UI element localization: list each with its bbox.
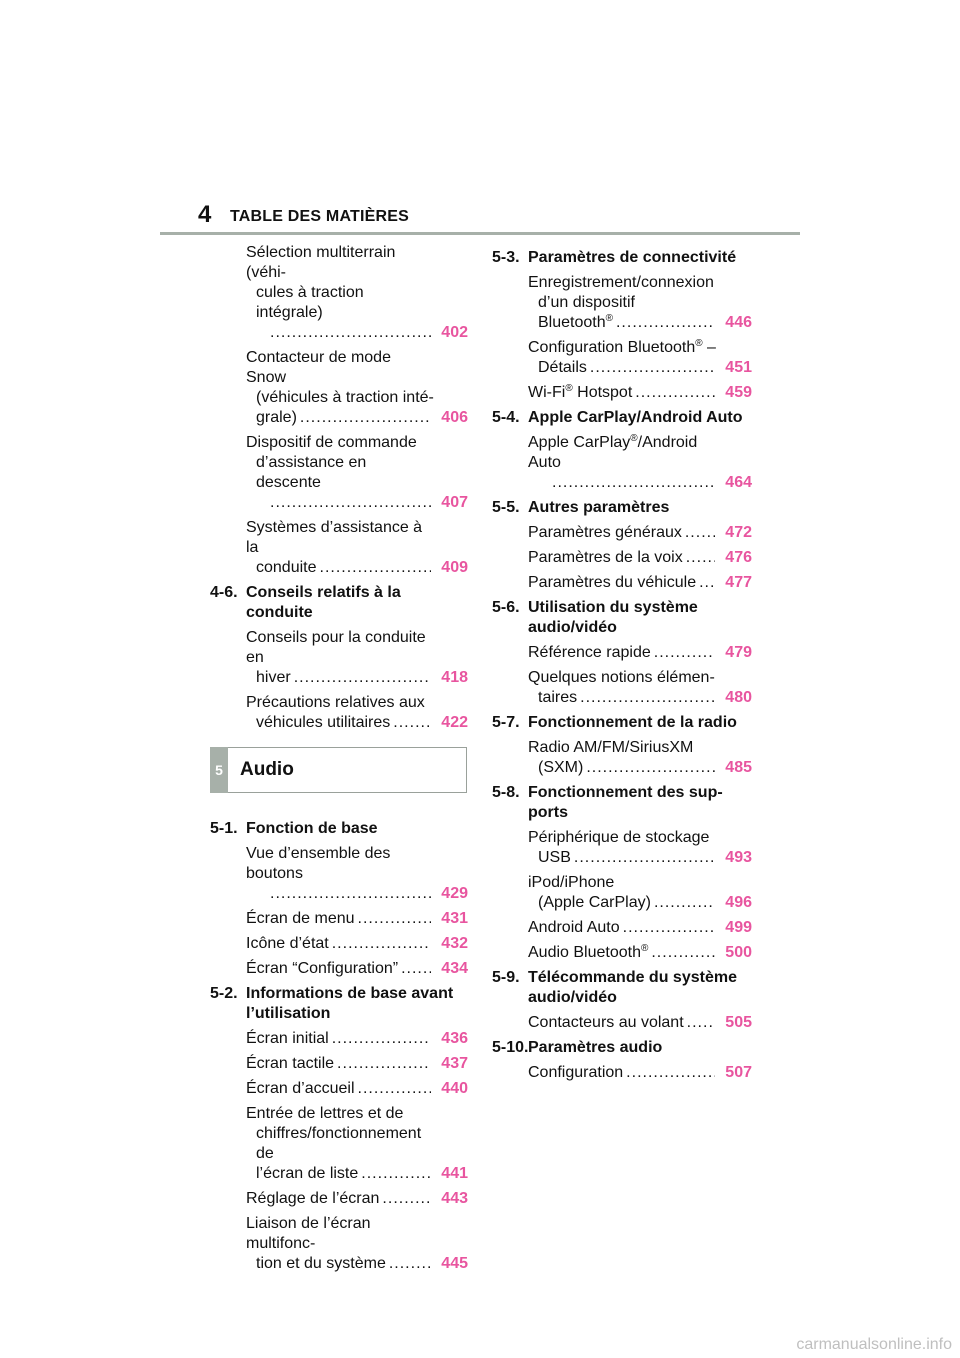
toc-entry[interactable] xyxy=(246,348,468,428)
section-number: 5-8. xyxy=(492,784,520,801)
toc-entry[interactable] xyxy=(528,1063,752,1083)
dot-leader xyxy=(337,1054,431,1074)
page-link[interactable]: 446 xyxy=(725,314,752,331)
toc-section-heading xyxy=(492,598,752,638)
entry-label: conduite xyxy=(256,559,317,576)
entry-text-line: Précautions relatives aux xyxy=(246,694,425,711)
entry-text-line xyxy=(246,1029,434,1049)
entry-text-line xyxy=(246,1079,434,1099)
entry-text-line: d’assistance en descente xyxy=(256,454,367,491)
entry-label: Configuration xyxy=(528,1064,624,1081)
entry-text-line xyxy=(246,1054,434,1074)
entry-label: Paramètres du véhicule xyxy=(528,574,697,591)
section-number: 5-1. xyxy=(210,820,238,837)
section-title: Fonctionnement des sup- ports xyxy=(528,784,723,821)
dot-leader xyxy=(699,573,715,593)
toc-entry[interactable] xyxy=(246,433,468,513)
page-link[interactable]: 459 xyxy=(725,384,752,401)
entry-text-line: Sélection multiterrain (véhi- xyxy=(246,244,396,281)
entry-label: taires xyxy=(538,689,578,706)
entry-label: Contacteurs au volant xyxy=(528,1014,684,1031)
entry-text-line: Entrée de lettres et de xyxy=(246,1105,404,1122)
page-link[interactable]: 422 xyxy=(441,714,468,731)
section-title: Conseils relatifs à la conduite xyxy=(246,584,401,621)
page-link[interactable]: 464 xyxy=(725,474,752,491)
entry-label: Paramètres généraux xyxy=(528,524,682,541)
entry-text-line xyxy=(246,713,434,733)
page-link[interactable]: 407 xyxy=(441,494,468,511)
toc-section-heading xyxy=(210,984,468,1024)
entry-label: Android Auto xyxy=(528,919,620,936)
entry-text-line xyxy=(528,473,718,493)
entry-label: Référence rapide xyxy=(528,644,651,661)
page-link[interactable]: 418 xyxy=(441,669,468,686)
toc-entry[interactable] xyxy=(246,243,468,343)
toc-entry[interactable] xyxy=(246,844,468,904)
page-link[interactable]: 406 xyxy=(441,409,468,426)
toc-entry[interactable] xyxy=(528,548,752,568)
entry-text-line xyxy=(246,884,434,904)
dot-leader xyxy=(270,493,431,513)
dot-leader xyxy=(332,934,431,954)
toc-section-heading xyxy=(492,498,752,518)
toc-left-column xyxy=(210,243,468,1279)
entry-text-line: d’un dispositif xyxy=(538,294,635,311)
entry-text-line: Périphérique de stockage xyxy=(528,829,710,846)
chapter-box xyxy=(210,747,467,793)
section-number: 5-6. xyxy=(492,599,520,616)
dot-leader xyxy=(574,848,715,868)
entry-text-line: Configuration Bluetooth® – xyxy=(528,338,716,356)
entry-text-line xyxy=(528,688,718,708)
entry-label: grale) xyxy=(256,409,297,426)
section-number: 5-3. xyxy=(492,249,520,266)
section-number: 5-10. xyxy=(492,1039,529,1056)
dot-leader xyxy=(552,473,715,493)
dot-leader xyxy=(320,558,432,578)
entry-label: Paramètres de la voix xyxy=(528,549,683,566)
entry-text-line: Liaison de l’écran multifonc- xyxy=(246,1215,371,1252)
entry-text-line xyxy=(528,1063,718,1083)
toc-entry[interactable] xyxy=(246,518,468,578)
page-link[interactable]: 431 xyxy=(441,910,468,927)
dot-leader xyxy=(654,893,715,913)
dot-leader xyxy=(686,548,715,568)
toc-section-heading xyxy=(492,248,752,268)
toc-section-heading xyxy=(492,968,752,1008)
page-link[interactable]: 472 xyxy=(725,524,752,541)
page-link[interactable]: 505 xyxy=(725,1014,752,1031)
entry-text-line xyxy=(528,313,718,333)
entry-text-line xyxy=(528,758,718,778)
toc-entry[interactable] xyxy=(528,738,752,778)
entry-label: Écran d’accueil xyxy=(246,1080,355,1097)
toc-entry[interactable] xyxy=(528,643,752,663)
dot-leader xyxy=(270,884,431,904)
toc-entry[interactable] xyxy=(246,628,468,688)
entry-text-line: Enregistrement/connexion xyxy=(528,274,714,291)
entry-text-line xyxy=(528,573,718,593)
section-title: Apple CarPlay/Android Auto xyxy=(528,409,743,426)
toc-entry[interactable] xyxy=(528,573,752,593)
entry-text-line xyxy=(246,493,434,513)
entry-text-line xyxy=(246,323,434,343)
section-title: Fonctionnement de la radio xyxy=(528,714,737,731)
entry-text-line: Systèmes d’assistance à la xyxy=(246,519,423,556)
page-header xyxy=(0,0,960,240)
page-link[interactable]: 477 xyxy=(725,574,752,591)
toc-entry[interactable] xyxy=(246,1104,468,1184)
page-link[interactable]: 479 xyxy=(725,644,752,661)
toc-entry[interactable] xyxy=(246,1079,468,1099)
entry-text-line xyxy=(528,358,718,378)
toc-entry[interactable] xyxy=(528,338,752,378)
entry-text-line: Radio AM/FM/SiriusXM xyxy=(528,739,694,756)
toc-section-heading xyxy=(492,713,752,733)
entry-text-line xyxy=(246,558,434,578)
page-link[interactable]: 451 xyxy=(725,359,752,376)
toc-entry[interactable] xyxy=(528,668,752,708)
page-link[interactable]: 485 xyxy=(725,759,752,776)
entry-label: Écran “Configuration” xyxy=(246,960,399,977)
toc-entry[interactable] xyxy=(528,918,752,938)
page-link[interactable]: 436 xyxy=(441,1030,468,1047)
entry-text-line xyxy=(246,668,434,688)
entry-text-line xyxy=(528,1013,718,1033)
toc-entry[interactable] xyxy=(246,909,468,929)
page-link[interactable]: 443 xyxy=(441,1190,468,1207)
section-title: Paramètres de connectivité xyxy=(528,249,737,266)
page-link[interactable]: 480 xyxy=(725,689,752,706)
entry-label: Bluetooth® xyxy=(538,313,613,331)
toc-entry[interactable] xyxy=(528,828,752,868)
entry-text-line: chiffres/fonctionnement de xyxy=(256,1125,422,1162)
dot-leader xyxy=(635,383,715,403)
page-link[interactable]: 493 xyxy=(725,849,752,866)
entry-text-line xyxy=(528,848,718,868)
toc-entry[interactable] xyxy=(528,943,752,963)
entry-label: Écran de menu xyxy=(246,910,355,927)
header-divider xyxy=(160,232,800,235)
dot-leader xyxy=(651,943,715,963)
toc-section-heading xyxy=(492,783,752,823)
toc-entry[interactable] xyxy=(528,873,752,913)
section-title: Informations de base avant l’utilisation xyxy=(246,985,454,1022)
entry-text-line xyxy=(528,918,718,938)
chapter-tab-number: 5 xyxy=(210,747,228,793)
dot-leader xyxy=(687,1013,715,1033)
entry-label: Wi-Fi® Hotspot xyxy=(528,383,633,401)
dot-leader xyxy=(358,909,431,929)
entry-text-line xyxy=(246,1254,434,1274)
dot-leader xyxy=(382,1189,431,1209)
page-link[interactable]: 429 xyxy=(441,885,468,902)
dot-leader xyxy=(393,713,431,733)
entry-text-line xyxy=(246,1189,434,1209)
entry-text-line: Contacteur de mode Snow xyxy=(246,349,391,386)
section-number: 4-6. xyxy=(210,584,238,601)
page-link[interactable]: 402 xyxy=(441,324,468,341)
page-link[interactable]: 499 xyxy=(725,919,752,936)
entry-text-line: Conseils pour la conduite en xyxy=(246,629,426,666)
page-link[interactable]: 500 xyxy=(725,944,752,961)
section-number: 5-5. xyxy=(492,499,520,516)
section-title: Paramètres audio xyxy=(528,1039,663,1056)
chapter-title: Audio xyxy=(240,759,294,780)
toc-entry[interactable] xyxy=(528,273,752,333)
toc-section-heading xyxy=(492,408,752,428)
entry-text-line xyxy=(528,643,718,663)
page-number: 4 xyxy=(198,201,212,228)
entry-label: (Apple CarPlay) xyxy=(538,894,651,911)
dot-leader xyxy=(626,1063,715,1083)
section-title: Utilisation du système audio/vidéo xyxy=(528,599,698,636)
toc-section-heading xyxy=(210,583,468,623)
entry-text-line xyxy=(528,943,718,963)
watermark: carmanualsonline.info xyxy=(796,1336,952,1353)
entry-text-line xyxy=(246,1164,434,1184)
page-title: TABLE DES MATIÈRES xyxy=(230,208,410,225)
toc-entry[interactable] xyxy=(246,934,468,954)
toc-entry[interactable] xyxy=(246,1189,468,1209)
dot-leader xyxy=(580,688,715,708)
toc-entry[interactable] xyxy=(246,959,468,979)
entry-text-line xyxy=(528,548,718,568)
page-link[interactable]: 476 xyxy=(725,549,752,566)
toc-right-column xyxy=(492,243,752,1088)
dot-leader xyxy=(332,1029,431,1049)
section-number: 5-9. xyxy=(492,969,520,986)
page-link[interactable]: 437 xyxy=(441,1055,468,1072)
dot-leader xyxy=(389,1254,431,1274)
section-title: Télécommande du système audio/vidéo xyxy=(528,969,737,1006)
dot-leader xyxy=(685,523,715,543)
entry-text-line: iPod/iPhone xyxy=(528,874,615,891)
section-number: 5-4. xyxy=(492,409,520,426)
entry-text-line xyxy=(246,959,434,979)
entry-label: Écran initial xyxy=(246,1030,329,1047)
toc-entry[interactable] xyxy=(246,1054,468,1074)
dot-leader xyxy=(654,643,715,663)
toc-entry[interactable] xyxy=(528,523,752,543)
page-link[interactable]: 434 xyxy=(441,960,468,977)
toc-entry[interactable] xyxy=(528,1013,752,1033)
dot-leader xyxy=(590,358,715,378)
dot-leader xyxy=(358,1079,432,1099)
dot-leader xyxy=(623,918,715,938)
dot-leader xyxy=(586,758,715,778)
toc-entry[interactable] xyxy=(528,433,752,493)
entry-label: Icône d’état xyxy=(246,935,329,952)
page-link[interactable]: 441 xyxy=(441,1165,468,1182)
page-link[interactable]: 409 xyxy=(441,559,468,576)
section-title: Autres paramètres xyxy=(528,499,670,516)
entry-text-line xyxy=(246,408,434,428)
entry-text-line: Apple CarPlay®/Android Auto xyxy=(528,433,698,471)
dot-leader xyxy=(300,408,431,428)
entry-label: Réglage de l’écran xyxy=(246,1190,380,1207)
entry-label: Audio Bluetooth® xyxy=(528,943,649,961)
entry-label: (SXM) xyxy=(538,759,584,776)
toc-entry[interactable] xyxy=(528,383,752,403)
page-link[interactable]: 445 xyxy=(441,1255,468,1272)
entry-label: tion et du système xyxy=(256,1255,386,1272)
page-link[interactable]: 496 xyxy=(725,894,752,911)
entry-text-line: cules à traction intégrale) xyxy=(256,284,364,321)
section-number: 5-7. xyxy=(492,714,520,731)
entry-text-line xyxy=(528,383,718,403)
entry-label: hiver xyxy=(256,669,291,686)
entry-text-line xyxy=(528,523,718,543)
dot-leader xyxy=(270,323,431,343)
toc-entry[interactable] xyxy=(246,693,468,733)
entry-label: véhicules utilitaires xyxy=(256,714,391,731)
entry-text-line: Vue d’ensemble des boutons xyxy=(246,845,391,882)
entry-text-line xyxy=(246,909,434,929)
entry-text-line: Dispositif de commande xyxy=(246,434,417,451)
toc-section-heading xyxy=(492,1038,752,1058)
entry-text-line xyxy=(528,893,718,913)
toc-entry[interactable] xyxy=(246,1214,468,1274)
entry-label: Détails xyxy=(538,359,587,376)
entry-label: Écran tactile xyxy=(246,1055,335,1072)
toc-section-heading xyxy=(210,819,468,839)
entry-text-line: Quelques notions élémen- xyxy=(528,669,715,686)
entry-text-line xyxy=(246,934,434,954)
dot-leader xyxy=(616,313,715,333)
dot-leader xyxy=(294,668,431,688)
dot-leader xyxy=(361,1164,431,1184)
dot-leader xyxy=(401,959,431,979)
entry-label: l’écran de liste xyxy=(256,1165,359,1182)
section-number: 5-2. xyxy=(210,985,238,1002)
page-link[interactable]: 432 xyxy=(441,935,468,952)
section-title: Fonction de base xyxy=(246,820,378,837)
page-link[interactable]: 507 xyxy=(725,1064,752,1081)
toc-entry[interactable] xyxy=(246,1029,468,1049)
entry-label: USB xyxy=(538,849,571,866)
entry-text-line: (véhicules à traction inté- xyxy=(256,389,434,406)
page-link[interactable]: 440 xyxy=(441,1080,468,1097)
